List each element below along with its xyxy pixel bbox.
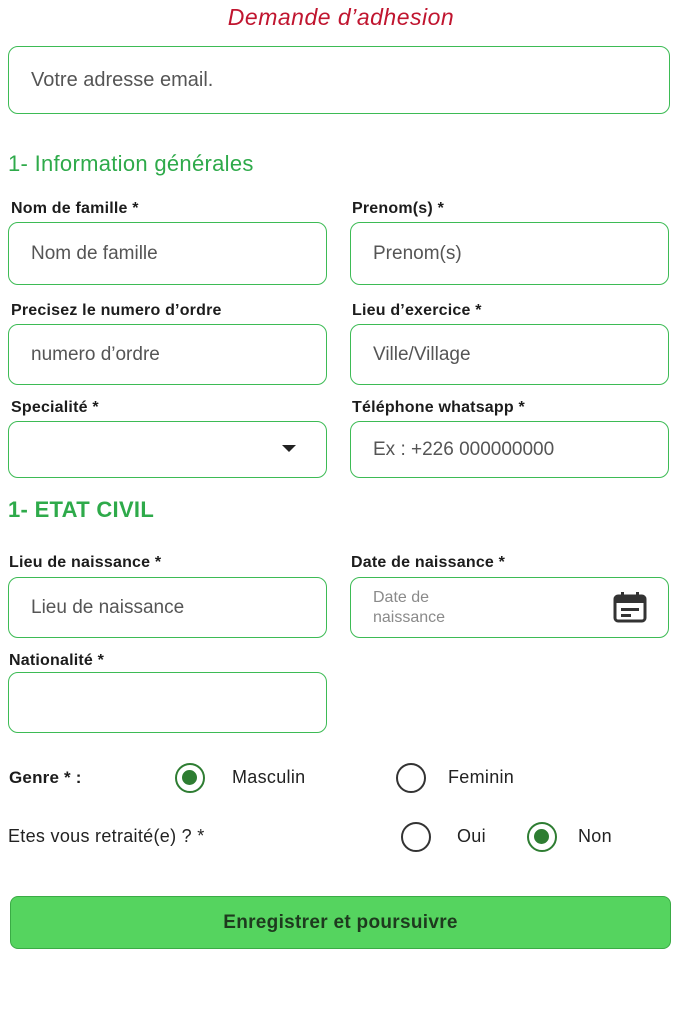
lieu-exercice-label: Lieu d’exercice * (352, 302, 482, 319)
specialite-label: Specialité * (11, 399, 99, 416)
prenom-label: Prenom(s) * (352, 200, 444, 217)
date-placeholder-line2: naissance (373, 608, 446, 626)
nom-field[interactable] (8, 222, 327, 285)
retraite-non-radio[interactable] (527, 822, 557, 852)
retraite-label: Etes vous retraité(e) ? * (8, 826, 205, 846)
lieu-exercice-field[interactable] (350, 324, 669, 385)
genre-feminin-radio[interactable] (396, 763, 426, 793)
telephone-field[interactable] (350, 421, 669, 478)
date-naissance-field[interactable] (350, 577, 669, 638)
nom-placeholder: Nom de famille (31, 242, 158, 264)
ordre-field[interactable] (8, 324, 327, 385)
date-placeholder-line1: Date de (373, 588, 430, 606)
lieu-naissance-label: Lieu de naissance * (9, 554, 162, 571)
lieu-exercice-placeholder: Ville/Village (373, 343, 471, 365)
ordre-label: Precisez le numero d’ordre (11, 302, 222, 319)
genre-masculin-radio[interactable] (175, 763, 205, 793)
caret-down-icon[interactable] (282, 445, 296, 452)
prenom-field[interactable] (350, 222, 669, 285)
page-title: Demande d’adhesion (227, 4, 455, 30)
nationalite-label: Nationalité * (9, 652, 105, 669)
telephone-label: Téléphone whatsapp * (352, 399, 525, 416)
retraite-oui-radio[interactable] (401, 822, 431, 852)
lieu-naissance-field[interactable] (8, 577, 327, 638)
calendar-icon[interactable] (612, 591, 648, 625)
genre-label: Genre * : (9, 768, 82, 787)
genre-masculin-label[interactable]: Masculin (232, 767, 306, 787)
retraite-oui-label[interactable]: Oui (457, 826, 486, 846)
section-general-heading: 1- Information générales (8, 151, 254, 176)
section-civil-heading: 1- ETAT CIVIL (8, 497, 155, 522)
email-placeholder: Votre adresse email. (31, 68, 214, 91)
nom-label: Nom de famille * (11, 200, 139, 217)
telephone-placeholder: Ex : +226 000000000 (373, 438, 555, 460)
genre-feminin-label[interactable]: Feminin (448, 767, 515, 787)
nationalite-field[interactable] (8, 672, 327, 733)
ordre-placeholder: numero d’ordre (31, 343, 160, 365)
submit-button[interactable]: Enregistrer et poursuivre (10, 896, 671, 949)
email-field[interactable] (8, 46, 670, 114)
specialite-select[interactable] (8, 421, 327, 478)
date-naissance-placeholder (373, 588, 445, 628)
date-naissance-label: Date de naissance * (351, 554, 506, 571)
retraite-non-label[interactable]: Non (578, 826, 612, 846)
lieu-naissance-placeholder: Lieu de naissance (31, 596, 185, 618)
prenom-placeholder: Prenom(s) (373, 242, 462, 264)
